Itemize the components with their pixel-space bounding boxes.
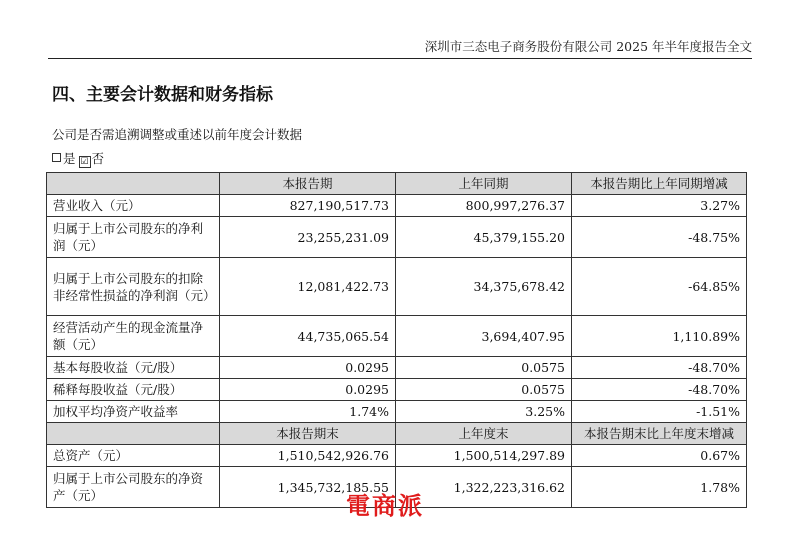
previous-value: 45,379,155.20	[396, 217, 572, 258]
change-value: -1.51%	[572, 401, 747, 423]
current-value: 0.0295	[220, 379, 396, 401]
current-value: 1,345,732,185.55	[220, 467, 396, 508]
header-cell: 上年同期	[396, 173, 572, 195]
table-row	[47, 357, 747, 379]
header-cell: 本报告期	[220, 173, 396, 195]
unchecked-box-icon	[52, 153, 61, 162]
row-label: 归属于上市公司股东的净利润（元）	[47, 217, 220, 258]
previous-value: 0.0575	[396, 379, 572, 401]
change-value: -64.85%	[572, 258, 747, 316]
change-value: 1,110.89%	[572, 316, 747, 357]
header-title: 深圳市三态电子商务股份有限公司 2025 年半年度报告全文	[424, 39, 752, 54]
change-value: -48.75%	[572, 217, 747, 258]
row-label: 归属于上市公司股东的净资产（元）	[47, 467, 220, 508]
current-value: 23,255,231.09	[220, 217, 396, 258]
change-value: -48.70%	[572, 357, 747, 379]
report-header	[48, 36, 752, 59]
previous-value: 34,375,678.42	[396, 258, 572, 316]
yes-label: 是	[63, 151, 76, 166]
current-value: 1,510,542,926.76	[220, 445, 396, 467]
financial-data-table	[46, 172, 747, 508]
no-label: 否	[91, 151, 105, 166]
change-value: 3.27%	[572, 195, 747, 217]
watermark-logo: 電商派	[346, 492, 424, 520]
current-value: 0.0295	[220, 357, 396, 379]
restatement-options	[52, 149, 104, 168]
row-label: 基本每股收益（元/股）	[47, 357, 220, 379]
table-row	[47, 445, 747, 467]
header-cell: 本报告期末比上年度末增减	[572, 423, 747, 445]
previous-value: 1,322,223,316.62	[396, 467, 572, 508]
table-header-row	[47, 173, 747, 195]
row-label: 加权平均净资产收益率	[47, 401, 220, 423]
header-cell: 上年度末	[396, 423, 572, 445]
table-row	[47, 379, 747, 401]
change-value: -48.70%	[572, 379, 747, 401]
current-value: 12,081,422.73	[220, 258, 396, 316]
current-value: 44,735,065.54	[220, 316, 396, 357]
header-cell: 本报告期末	[220, 423, 396, 445]
table-row	[47, 195, 747, 217]
current-value: 1.74%	[220, 401, 396, 423]
table-header-row	[47, 423, 747, 445]
table-row	[47, 217, 747, 258]
restatement-question: 公司是否需追溯调整或重述以前年度会计数据	[52, 127, 303, 142]
header-cell	[47, 423, 220, 445]
row-label: 营业收入（元）	[47, 195, 220, 217]
header-cell	[47, 173, 220, 195]
table-row	[47, 316, 747, 357]
row-label: 稀释每股收益（元/股）	[47, 379, 220, 401]
previous-value: 3,694,407.95	[396, 316, 572, 357]
section-title: 四、主要会计数据和财务指标	[52, 85, 273, 105]
previous-value: 3.25%	[396, 401, 572, 423]
row-label: 经营活动产生的现金流量净额（元）	[47, 316, 220, 357]
previous-value: 0.0575	[396, 357, 572, 379]
row-label: 总资产（元）	[47, 445, 220, 467]
change-value: 1.78%	[572, 467, 747, 508]
checked-box-icon: ☑	[80, 157, 89, 167]
previous-value: 800,997,276.37	[396, 195, 572, 217]
previous-value: 1,500,514,297.89	[396, 445, 572, 467]
row-label: 归属于上市公司股东的扣除非经常性损益的净利润（元）	[47, 258, 220, 316]
table-row	[47, 401, 747, 423]
header-cell: 本报告期比上年同期增减	[572, 173, 747, 195]
change-value: 0.67%	[572, 445, 747, 467]
current-value: 827,190,517.73	[220, 195, 396, 217]
table-row	[47, 258, 747, 316]
